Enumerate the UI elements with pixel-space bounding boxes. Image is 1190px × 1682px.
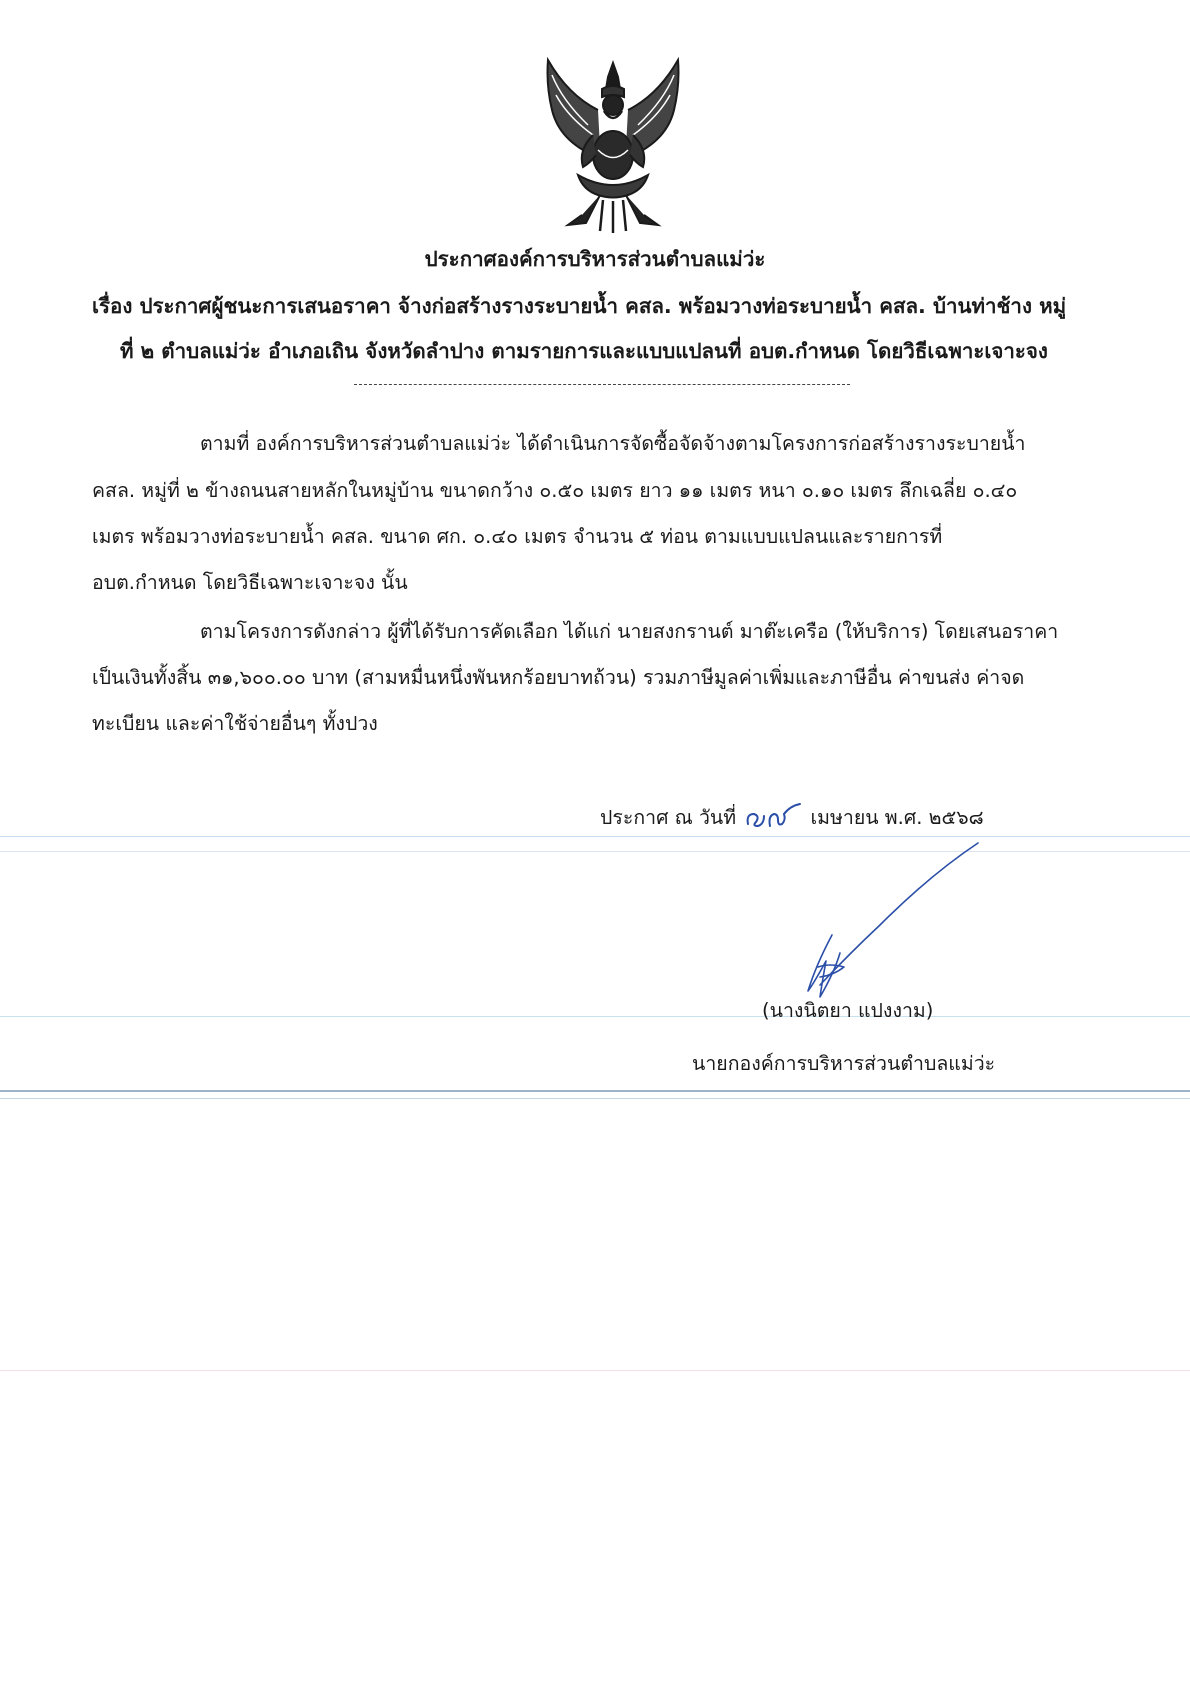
announcement-subject-line: ที่ ๒ ตำบลแม่ว่ะ อำเภอเถิน จังหวัดลำปาง ตามรายการและแบบแปลนที่ อบต.กำหนด โดยวิธีเฉพาะเจาะจง [120,339,1048,363]
garuda-emblem-icon [538,55,688,235]
scan-line [0,1098,1190,1099]
body-paragraph-line: คสล. หมู่ที่ ๒ ข้างถนนสายหลักในหมู่บ้าน ขนาดกว้าง ๐.๕๐ เมตร ยาว ๑๑ เมตร หนา ๐.๑๐ เมตร ลึกเฉลี่ย ๐.๔๐ [92,479,1018,502]
body-paragraph-line: เป็นเงินทั้งสิ้น ๓๑,๖๐๐.๐๐ บาท (สามหมื่นหนึ่งพันหกร้อยบาทถ้วน) รวมภาษีมูลค่าเพิ่มและภาษีอื่น ค่าขนส่ง ค่าจด [92,666,1025,689]
scan-line [0,1090,1190,1092]
signature-mark [780,835,1000,1015]
signatory-position: นายกองค์การบริหารส่วนตำบลแม่ว่ะ [692,1052,996,1075]
date-prefix: ประกาศ ณ วันที่ [600,806,737,829]
body-paragraph-line: อบต.กำหนด โดยวิธีเฉพาะเจาะจง นั้น [92,571,408,594]
date-suffix: เมษายน พ.ศ. ๒๕๖๘ [810,806,984,829]
body-paragraph-line: ตามที่ องค์การบริหารส่วนตำบลแม่ว่ะ ได้ดำเนินการจัดซื้อจัดจ้างตามโครงการก่อสร้างรางระบายน้ำ [200,432,1026,455]
body-paragraph-line: ทะเบียน และค่าใช้จ่ายอื่นๆ ทั้งปวง [92,712,378,735]
handwritten-day [742,800,804,830]
scan-line [0,851,1190,852]
dashed-divider [354,384,850,385]
body-paragraph-line: ตามโครงการดังกล่าว ผู้ที่ได้รับการคัดเลือก ได้แก่ นายสงกรานต์ มาต๊ะเครือ (ให้บริการ) โดยเสนอราคา [200,620,1059,643]
announcement-date [600,800,984,833]
signatory-name: (นางนิตยา แปงงาม) [762,999,934,1022]
scan-line [0,836,1190,837]
scan-line [0,1016,1190,1017]
scan-line [0,1370,1190,1371]
announcement-title: ประกาศองค์การบริหารส่วนตำบลแม่ว่ะ [424,247,766,271]
announcement-subject-line: เรื่อง ประกาศผู้ชนะการเสนอราคา จ้างก่อสร้างรางระบายน้ำ คสล. พร้อมวางท่อระบายน้ำ คสล. บ้านท่าช้าง หมู่ [92,294,1067,318]
body-paragraph-line: เมตร พร้อมวางท่อระบายน้ำ คสล. ขนาด ศก. ๐.๔๐ เมตร จำนวน ๕ ท่อน ตามแบบแปลนและรายการที่ [92,525,943,548]
